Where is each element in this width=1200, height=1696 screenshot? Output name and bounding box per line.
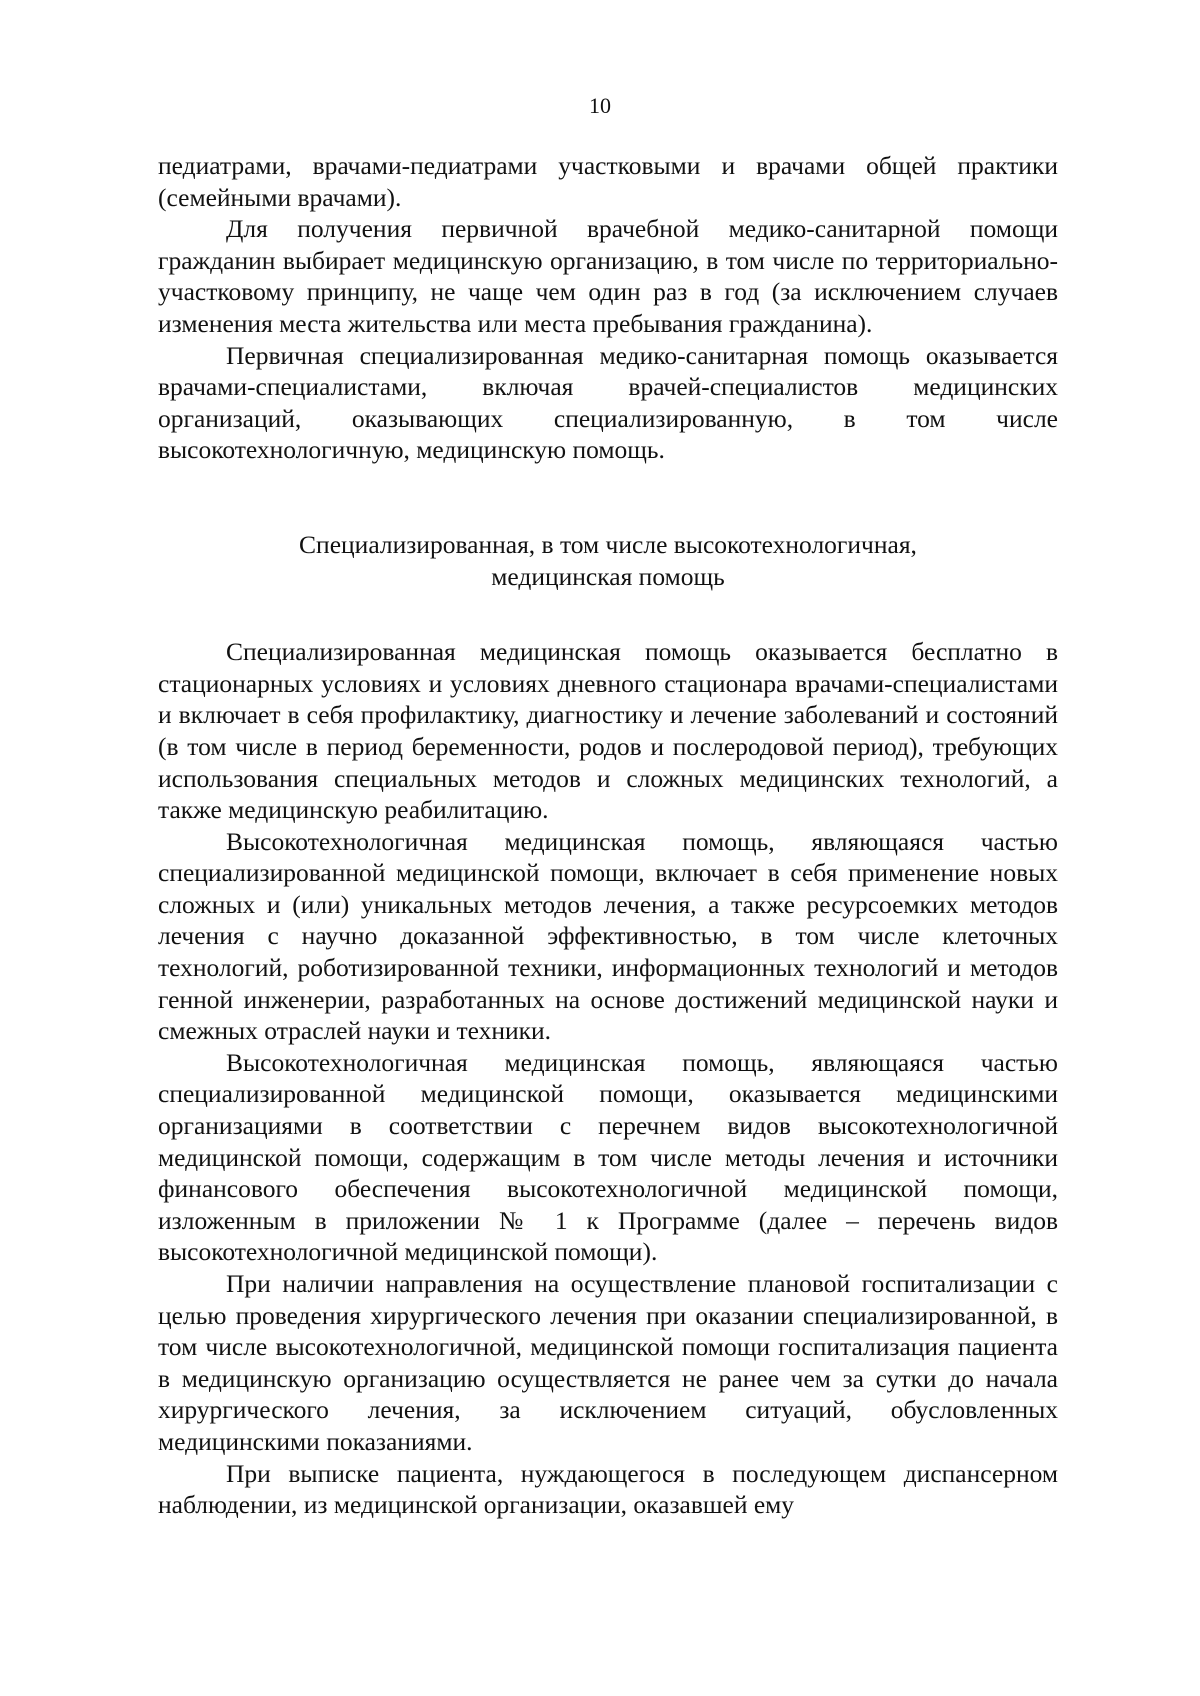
paragraph-primary-care-choice: Для получения первичной врачебной медико-санитарной помощи гражданин выбирает медицинскую организацию, в том числе по территориально-участковому принципу, не чаще чем один раз в год (за исключением случаев изменения места жительства или места пребывания гражданина). [158, 214, 1058, 338]
paragraph-hospitalization: При наличии направления на осуществление плановой госпитализации с целью проведения хирургического лечения при оказании специализированной, в том числе высокотехнологичной, медицинской помощи госпитализация пациента в медицинскую организацию осуществляется не ранее чем за сутки до начала хирургического лечения, за исключением ситуаций, обусловленных медицинскими показаниями. [158, 1269, 1058, 1456]
section-heading-line-2: медицинская помощь [491, 561, 725, 591]
document-body [158, 150, 1058, 1521]
paragraph-continuation: педиатрами, врачами-педиатрами участковыми и врачами общей практики (семейными врачами). [158, 151, 1058, 212]
section-heading [158, 529, 1058, 592]
page-number: 10 [589, 93, 611, 118]
paragraph-specialized-care: Специализированная медицинская помощь оказывается бесплатно в стационарных условиях и условиях дневного стационара врачами-специалистами и включает в себя профилактику, диагностику и лечение заболеваний и состояний (в том числе в период беременности, родов и послеродовой период), требующих использования специальных методов и сложных медицинских технологий, а также медицинскую реабилитацию. [158, 637, 1058, 825]
paragraph-discharge: При выписке пациента, нуждающегося в последующем диспансерном наблюдении, из медицинской организации, оказавшей ему [158, 1458, 1058, 1520]
paragraph-high-tech-care-list: Высокотехнологичная медицинская помощь, являющаяся частью специализированной медицинской помощи, оказывается медицинскими организациями в соответствии с перечнем видов высокотехнологичной медицинской помощи, содержащим в том числе методы лечения и источники финансового обеспечения высокотехнологичной медицинской помощи, изложенным в приложении № 1 к Программе (далее – перечень видов высокотехнологичной медицинской помощи). [158, 1047, 1058, 1267]
paragraph-primary-specialized-care: Первичная специализированная медико-санитарная помощь оказывается врачами-специалистами, включая врачей-специалистов медицинских организаций, оказывающих специализированную, в том числе высокотехнологичную, медицинскую помощь. [158, 340, 1058, 465]
paragraph-high-tech-care-definition: Высокотехнологичная медицинская помощь, являющаяся частью специализированной медицинской помощи, включает в себя применение новых сложных и (или) уникальных методов лечения, а также ресурсоемких методов лечения с научно доказанной эффективностью, в том числе клеточных технологий, роботизированной техники, информационных технологий и методов генной инженерии, разработанных на основе достижений медицинской науки и смежных отраслей науки и техники. [158, 826, 1058, 1046]
section-heading-line-1: Специализированная, в том числе высокотехнологичная, [299, 529, 917, 559]
